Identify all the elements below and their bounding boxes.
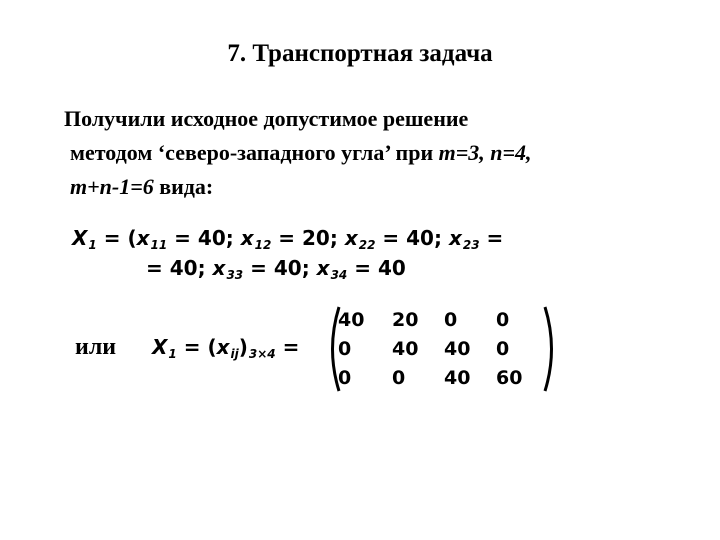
paragraph-line-1: Получили исходное допустимое решение [64, 106, 469, 131]
var-x: X [72, 226, 88, 250]
paragraph-line-2 [64, 136, 704, 170]
intro-paragraph [64, 102, 704, 204]
matrix-dimensions: 3×4 [248, 347, 276, 361]
matrix-cell: 40 [444, 366, 471, 389]
matrix-grid [338, 305, 546, 393]
value: 40 [406, 226, 434, 250]
slide-title: 7. Транспортная задача [227, 40, 493, 67]
value: 40 [377, 256, 406, 280]
matrix [326, 305, 558, 393]
matrix-cell: 20 [392, 308, 419, 331]
subscript: 11 [150, 238, 168, 252]
matrix-cell: 40 [338, 308, 365, 331]
paragraph-line-3 [64, 170, 704, 204]
var-x-lower: x [216, 335, 230, 359]
subscript: ij [230, 347, 239, 361]
paragraph-formula: m+n-1=6 [70, 174, 154, 199]
matrix-cell: 60 [496, 366, 523, 389]
matrix-cell: 0 [338, 337, 352, 360]
subscript: 1 [168, 347, 177, 361]
matrix-cell: 0 [444, 308, 458, 331]
var-x: X [152, 335, 168, 359]
matrix-cell: 0 [338, 366, 352, 389]
matrix-cell: 0 [392, 366, 406, 389]
paragraph-params: m=3, n=4, [438, 140, 532, 165]
subscript: 12 [254, 238, 272, 252]
subscript: 22 [358, 238, 376, 252]
or-label: или [75, 334, 117, 360]
solution-equation-line-1: $X_1 = (x_{11} = 40$; $x_{12} = 20$; $x_{22} = 40$; $x_{23}$ = [72, 226, 504, 252]
subscript: 34 [330, 268, 348, 282]
value: 20 [302, 226, 330, 250]
paragraph-text: методом ‘северо-западного угла’ при [70, 140, 439, 165]
matrix-cell: 0 [496, 308, 510, 331]
subscript: 33 [226, 268, 244, 282]
matrix-cell: 40 [444, 337, 471, 360]
subscript: 23 [462, 238, 480, 252]
matrix-equation: $X_1 = (x_{ij})_{3\times 4}$ = [152, 335, 300, 361]
matrix-cell: 0 [496, 337, 510, 360]
solution-equation-line-2: = 40; $x_{33} = 40$; $x_{34} = 40$ [146, 256, 406, 282]
subscript: 1 [88, 238, 97, 252]
paragraph-text: вида: [153, 174, 214, 199]
value: 40 [169, 256, 198, 280]
value: 40 [273, 256, 302, 280]
matrix-cell: 40 [392, 337, 419, 360]
value: 40 [197, 226, 226, 250]
